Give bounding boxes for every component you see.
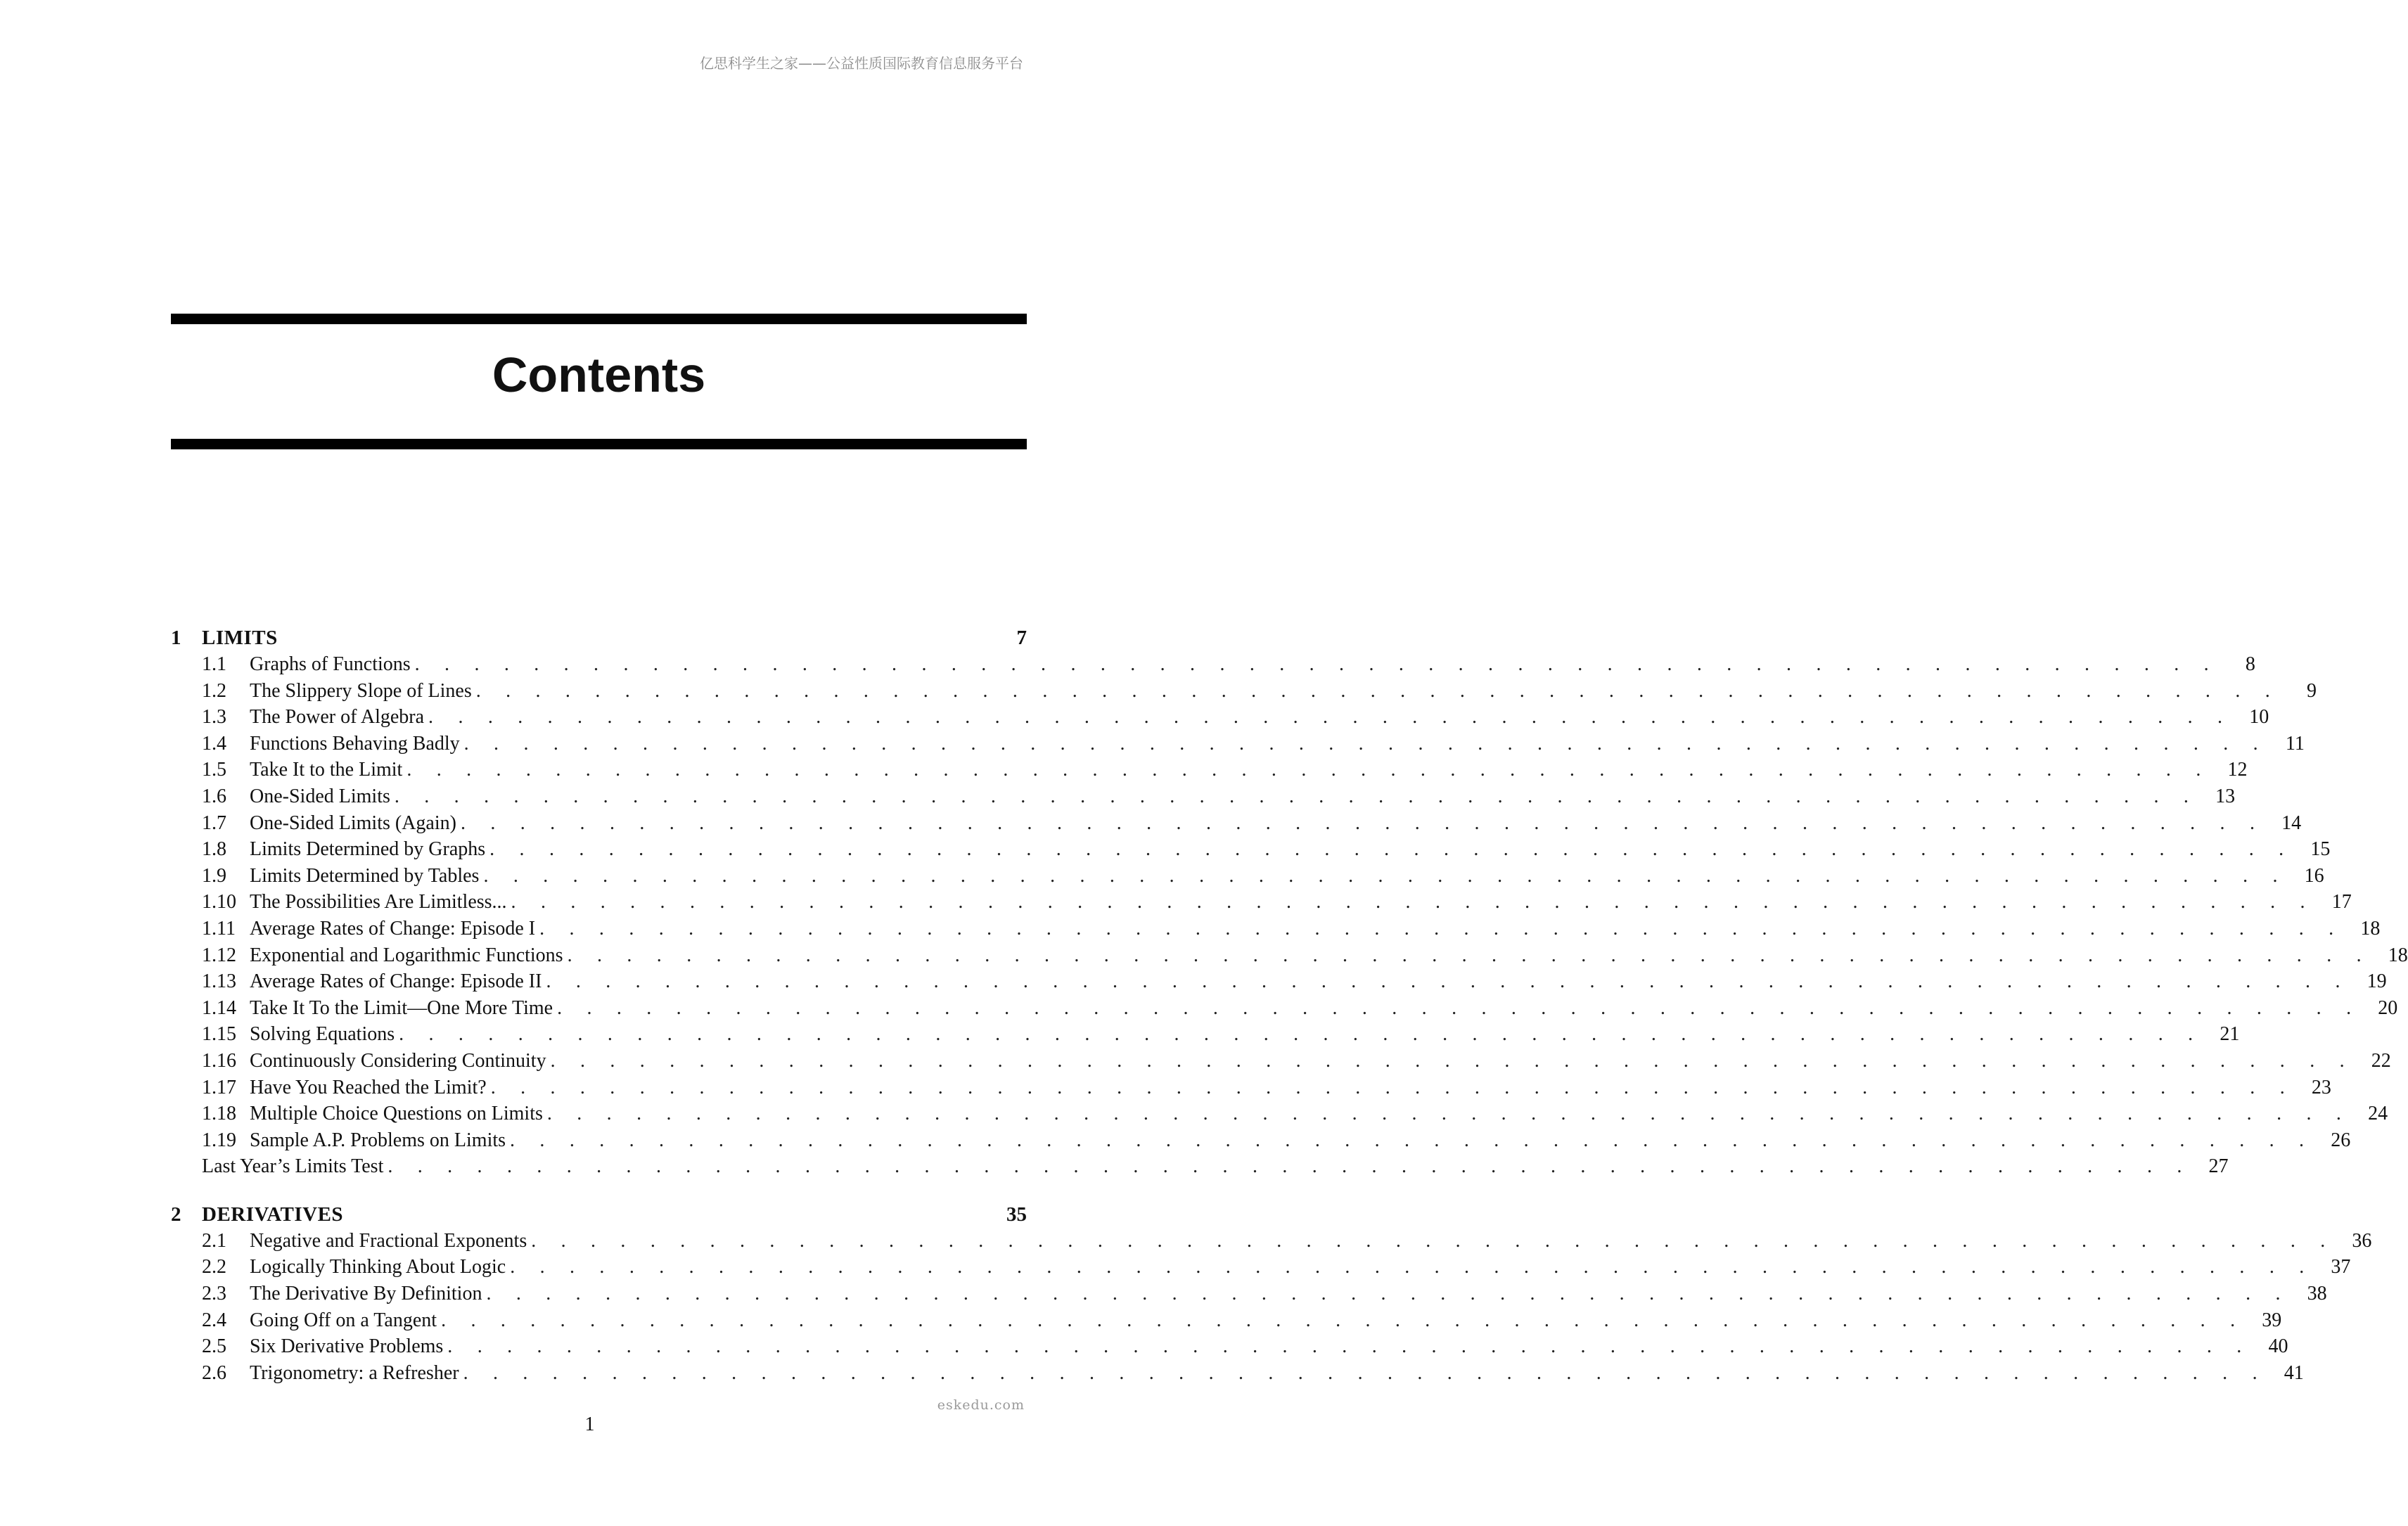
dot-leader: . . . . . . . . . . . . . . . . . . . . . . . . . . . . . . . . . . . . . . . . . . . . . . . . . . . . . . . . . . . . . [546,970,2350,993]
section-title: Logically Thinking About Logic [250,1256,506,1278]
toc-entry[interactable] [171,679,2317,707]
section-title: Functions Behaving Badly [250,732,460,755]
toc-entry[interactable] [171,706,2269,733]
section-number: 1.3 [202,706,226,729]
section-title: Continuously Considering Continuity [250,1049,546,1072]
dot-leader: . . . . . . . . . . . . . . . . . . . . . . . . . . . . . . . . . . . . . . . . . . . . . . . . . . . . . . . . . . . . . [489,838,2294,861]
section-number: 1.8 [202,838,226,861]
section-number: 1.2 [202,679,226,702]
dot-leader: . . . . . . . . . . . . . . . . . . . . . . . . . . . . . . . . . . . . . . . . . . . . . . . . . . . . . . . . . . . . . [406,759,2211,781]
toc-entry[interactable] [171,838,2331,865]
dot-leader: . . . . . . . . . . . . . . . . . . . . . . . . . . . . . . . . . . . . . . . . . . . . . . . . . . . . . . . . . . . . . [539,917,2344,940]
dot-leader: . . . . . . . . . . . . . . . . . . . . . . . . . . . . . . . . . . . . . . . . . . . . . . . . . . . . . . . . . . . . . [394,785,2199,807]
dot-leader: . . . . . . . . . . . . . . . . . . . . . . . . . . . . . . . . . . . . . . . . . . . . . . . . . . . . . . . . . . . . . [447,1335,2252,1358]
section-number: 2.4 [202,1309,226,1331]
section-title: The Derivative By Definition [250,1283,482,1305]
section-number: 1.11 [202,917,236,940]
section-title: Exponential and Logarithmic Functions [250,944,563,966]
toc-entry[interactable] [171,1023,2240,1050]
toc-entry[interactable] [171,996,2398,1024]
section-title: Multiple Choice Questions on Limits [250,1103,543,1125]
dot-leader: . . . . . . . . . . . . . . . . . . . . . . . . . . . . . . . . . . . . . . . . . . . . . . . . . . . . . . . . . . . . . [490,1076,2295,1098]
section-number: 1.18 [202,1103,236,1125]
dot-leader: . . . . . . . . . . . . . . . . . . . . . . . . . . . . . . . . . . . . . . . . . . . . . . . . . . . . . . . . . . . . . [510,1129,2314,1151]
section-page: 41 [2284,1361,2304,1384]
section-title: Take It To the Limit—One More Time [250,996,553,1019]
section-title: One-Sided Limits [250,785,390,807]
dot-leader: . . . . . . . . . . . . . . . . . . . . . . . . . . . . . . . . . . . . . . . . . . . . . . . . . . . . . . . . . . . . . [567,944,2371,966]
chapter-number: 1 [171,627,181,649]
section-page: 14 [2281,812,2302,834]
dot-leader: . . . . . . . . . . . . . . . . . . . . . . . . . . . . . . . . . . . . . . . . . . . . . . . . . . . . . . . . . . . . . [441,1309,2246,1331]
section-number: 1.17 [202,1076,236,1098]
section-page: 15 [2310,838,2331,861]
section-number: 1.1 [202,653,226,675]
section-title: Average Rates of Change: Episode II [250,970,542,993]
toc-entry[interactable] [171,1256,2351,1283]
section-title: The Possibilities Are Limitless... [250,891,507,913]
toc-entry[interactable] [171,1129,2351,1156]
title-rule-top [171,314,1027,324]
section-title: Sample A.P. Problems on Limits [250,1129,506,1151]
section-number: 1.4 [202,732,226,755]
toc-entry[interactable] [171,1229,2372,1257]
section-page: 23 [2311,1076,2331,1098]
section-number: 1.19 [202,1129,236,1151]
section-page: 36 [2352,1229,2372,1252]
dot-leader: . . . . . . . . . . . . . . . . . . . . . . . . . . . . . . . . . . . . . . . . . . . . . . . . . . . . . . . . . . . . . [388,1155,2192,1178]
toc-entry[interactable] [171,785,2236,812]
section-page: 9 [2306,679,2317,702]
header-watermark: 亿思科学生之家——公益性质国际教育信息服务平台 [700,55,1023,72]
section-page: 39 [2262,1309,2282,1331]
dot-leader: . . . . . . . . . . . . . . . . . . . . . . . . . . . . . . . . . . . . . . . . . . . . . . . . . . . . . . . . . . . . . [486,1283,2291,1305]
section-number: 1.14 [202,996,236,1019]
section-page: 18 [2388,944,2408,966]
title-rule-bottom [171,439,1027,449]
dot-leader: . . . . . . . . . . . . . . . . . . . . . . . . . . . . . . . . . . . . . . . . . . . . . . . . . . . . . . . . . . . . . [531,1229,2336,1252]
dot-leader: . . . . . . . . . . . . . . . . . . . . . . . . . . . . . . . . . . . . . . . . . . . . . . . . . . . . . . . . . . . . . [546,1103,2352,1125]
section-number: 1.9 [202,864,226,887]
section-page: 22 [2371,1049,2391,1072]
section-title: Average Rates of Change: Episode I [250,917,536,940]
toc-entry[interactable] [171,891,2352,918]
section-page: 37 [2331,1256,2351,1278]
section-page: 38 [2307,1283,2327,1305]
dot-leader: . . . . . . . . . . . . . . . . . . . . . . . . . . . . . . . . . . . . . . . . . . . . . . . . . . . . . . . . . . . . . [511,891,2315,913]
section-page: 16 [2304,864,2324,887]
toc-entry[interactable] [171,812,2302,839]
toc-entry[interactable] [171,864,2324,892]
toc-chapter-derivatives [171,1203,2372,1389]
toc-entry[interactable] [171,1076,2331,1103]
dot-leader: . . . . . . . . . . . . . . . . . . . . . . . . . . . . . . . . . . . . . . . . . . . . . . . . . . . . . . . . . . . . . [463,732,2268,755]
section-page: 10 [2249,706,2269,729]
section-title: Negative and Fractional Exponents [250,1229,527,1252]
section-number: 1.13 [202,970,236,993]
footer-watermark: eskedu.com [937,1397,1025,1413]
dot-leader: . . . . . . . . . . . . . . . . . . . . . . . . . . . . . . . . . . . . . . . . . . . . . . . . . . . . . . . . . . . . . [399,1023,2203,1046]
section-number: 1.6 [202,785,226,807]
section-number: 1.5 [202,759,226,781]
dot-leader: . . . . . . . . . . . . . . . . . . . . . . . . . . . . . . . . . . . . . . . . . . . . . . . . . . . . . . . . . . . . . [428,706,2233,729]
section-title: One-Sided Limits (Again) [250,812,456,834]
section-page: 13 [2215,785,2236,807]
section-title: Limits Determined by Graphs [250,838,486,861]
toc-entry[interactable] [171,732,2305,759]
section-title: Limits Determined by Tables [250,864,480,887]
toc-entry[interactable] [171,653,2255,680]
dot-leader: . . . . . . . . . . . . . . . . . . . . . . . . . . . . . . . . . . . . . . . . . . . . . . . . . . . . . . . . . . . . . [463,1361,2267,1384]
section-page: 20 [2378,996,2398,1019]
toc-entry[interactable] [171,970,2387,997]
section-page: 19 [2367,970,2387,993]
page-number: 1 [584,1413,595,1435]
toc-entry[interactable] [171,1049,2391,1077]
section-page: 12 [2227,759,2248,781]
toc-entry[interactable] [171,1361,2304,1389]
section-page: 8 [2245,653,2255,675]
toc-entry[interactable] [171,1309,2282,1336]
section-title: The Slippery Slope of Lines [250,679,472,702]
section-number: 1.7 [202,812,226,834]
toc-entry[interactable] [171,917,2381,944]
section-title: Trigonometry: a Refresher [250,1361,459,1384]
section-number: 1.10 [202,891,236,913]
section-page: 17 [2331,891,2352,913]
section-title: Six Derivative Problems [250,1335,444,1358]
section-title: Graphs of Functions [250,653,411,675]
toc-entry-limits-test[interactable] [171,1155,2229,1182]
section-page: 27 [2208,1155,2229,1178]
section-page: 21 [2220,1023,2240,1046]
dot-leader: . . . . . . . . . . . . . . . . . . . . . . . . . . . . . . . . . . . . . . . . . . . . . . . . . . . . . . . . . . . . . [414,653,2219,675]
section-page: 11 [2285,732,2305,755]
section-title: The Power of Algebra [250,706,425,729]
chapter-heading[interactable] [171,627,1027,653]
section-number: 1.12 [202,944,236,966]
dot-leader: . . . . . . . . . . . . . . . . . . . . . . . . . . . . . . . . . . . . . . . . . . . . . . . . . . . . . . . . . . . . . [510,1256,2314,1278]
section-number: 2.5 [202,1335,226,1358]
toc-entry[interactable] [171,1283,2327,1309]
section-title: Last Year’s Limits Test [202,1155,384,1178]
toc-entry[interactable] [171,944,2408,971]
section-number: 2.3 [202,1283,226,1305]
chapter-title: DERIVATIVES [202,1203,344,1226]
toc-entry[interactable] [171,1335,2288,1362]
chapter-heading[interactable] [171,1203,1027,1230]
dot-leader: . . . . . . . . . . . . . . . . . . . . . . . . . . . . . . . . . . . . . . . . . . . . . . . . . . . . . . . . . . . . . [557,996,2362,1019]
section-page: 18 [2360,917,2381,940]
table-of-contents [171,627,2408,1409]
section-title: Solving Equations [250,1023,395,1046]
section-number: 1.15 [202,1023,236,1046]
section-page: 24 [2368,1103,2388,1125]
section-number: 2.2 [202,1256,226,1278]
section-number: 2.1 [202,1229,226,1252]
dot-leader: . . . . . . . . . . . . . . . . . . . . . . . . . . . . . . . . . . . . . . . . . . . . . . . . . . . . . . . . . . . . . [483,864,2288,887]
toc-entry[interactable] [171,759,2248,786]
section-title: Have You Reached the Limit? [250,1076,487,1098]
page-title: Contents [492,347,706,402]
toc-entry[interactable] [171,1103,2388,1129]
chapter-number: 2 [171,1203,181,1226]
dot-leader: . . . . . . . . . . . . . . . . . . . . . . . . . . . . . . . . . . . . . . . . . . . . . . . . . . . . . . . . . . . . . [475,679,2280,702]
dot-leader: . . . . . . . . . . . . . . . . . . . . . . . . . . . . . . . . . . . . . . . . . . . . . . . . . . . . . . . . . . . . . [460,812,2265,834]
section-title: Take It to the Limit [250,759,403,781]
section-page: 26 [2331,1129,2351,1151]
dot-leader: . . . . . . . . . . . . . . . . . . . . . . . . . . . . . . . . . . . . . . . . . . . . . . . . . . . . . . . . . . . . . [550,1049,2355,1072]
chapter-page: 35 [1006,1203,1027,1226]
section-number: 2.6 [202,1361,226,1384]
chapter-title: LIMITS [202,627,278,649]
toc-chapter-limits [171,627,2408,1182]
section-title: Going Off on a Tangent [250,1309,437,1331]
section-page: 40 [2268,1335,2288,1358]
section-number: 1.16 [202,1049,236,1072]
chapter-page: 7 [1016,627,1027,649]
